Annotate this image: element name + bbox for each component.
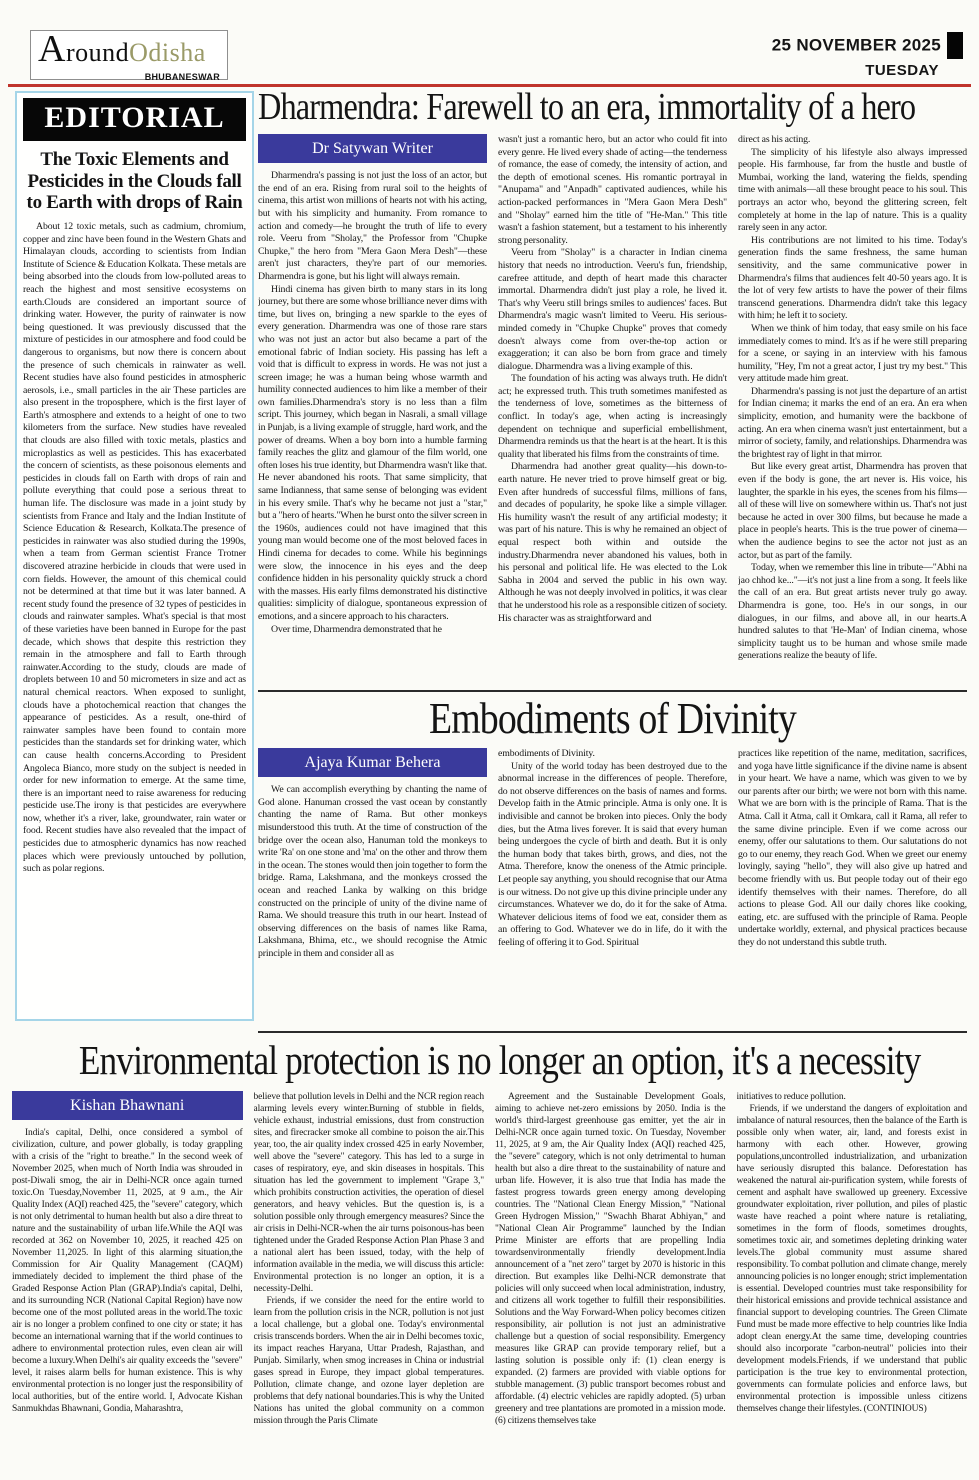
dharmendra-column-3 bbox=[738, 134, 967, 686]
paragraph: Dharmendra's passing is not just the loss of an actor, but the end of an era. Rising from rural soil to the heights of cinema, this artist won millions of hearts not with his acting, but with his simplicity and humanity. From romance to action and comedy—he brought the truth of life to every role. Veeru from "Sholay," the Professor from "Chupke Chupke," the hero from "Mera Gaon Mera Desh"—these aren't just characters, they're part of our memories. Dharmendra is gone, but his light will always remain. bbox=[258, 170, 487, 282]
issue-date: 25 NOVEMBER 2025 bbox=[771, 35, 941, 55]
paragraph: We can accomplish everything by chanting the name of God alone. Hanuman crossed the vast ocean by constantly chanting the name of Rama. But other monkeys misunderstood this truth. At the time of construction of the bridge over the ocean also, Hanuman told the monkeys to write 'Ra' on one stone and 'ma' on the other and throw them in the ocean. The stones would then join together to form the bridge. Rama, Lakshmana, and the monkeys crossed the ocean and reached Lanka by walking on this bridge constructed on the principle of unity of the divine name of Rama. We should treasure this truth in our heart. Instead of observing differences on the basis of names like Rama, Lakshmana, Bhima, etc., we should recognise the Atmic principle in them and consider all as bbox=[258, 784, 487, 959]
editorial-headline: The Toxic Elements and Pesticides in the Clouds fall to Earth with drops of Rain bbox=[26, 149, 243, 214]
environment-headline-text: Environmental protection is no longer an option, it's a necessity bbox=[78, 1037, 921, 1083]
paragraph: India's capital, Delhi, once considered a symbol of civilization, culture, and power globally, is today grappling with a crisis of the "right to breathe." In the second week of November 2025, when much of North India was shrouded in post-Diwali smog, the air in Delhi-NCR once again turned toxic.On Tuesday,November 11, 2025, at 9 a.m., the Air Quality Index (AQI) reached 425, the "severe" category, which is not only detrimental to human health but also a dire threat to nature and the sustainability of urban life.While the AQI was recorded at 362 on November 10, 2025, it reached 425 on November 11,2025. In light of this alarming situation,the Commission for Air Quality Management (CAQM) immediately decided to implement the third phase of the Graded Response Action Plan (GRAP).India's capital, Delhi, and its surrounding NCR (National Capital Region) have now become one of the most polluted areas in the world.The toxic air is no longer a problem confined to one city or state; it has become an international warning that if the world continues to adhere to environmental protection rules, even clean air will become a luxury.When Delhi's air quality exceeds the "severe" level, it raises alarm bells for human existence. This is why environmental protection is no longer just the responsibility of local authorities, but of the entire world. I, Advocate Kishan Sanmukhdas Bhawnani, Gondia, Maharashtra, bbox=[12, 1128, 243, 1415]
article-environment bbox=[12, 1035, 967, 1478]
paragraph: Friends, if we consider the need for the entire world to learn from the pollution crisis in the NCR, pollution is not just a local challenge, but a global one. Today's environmental crisis transcends borders. When the air in Delhi becomes toxic, its impact reaches Haryana, Uttar Pradesh, Rajasthan, and Punjab. Similarly, when smog increases in China or industrial gases spread in Europe, they impact global temperatures. Pollution, climate change, and ozone layer depletion are problems that defy national boundaries.This is why the United Nations has united the global community on a common mission through the Paris Climate bbox=[253, 1296, 484, 1426]
paragraph: The simplicity of his lifestyle also always impressed people. His farmhouse, far from the hustle and bustle of Mumbai, working the land, watering the fields, spending time with animals—all these brought peace to his soul. This portrays an actor who, beyond the glittering screen, felt completely at home in the lap of nature. This is a quality rarely seen in any actor. bbox=[738, 146, 967, 234]
paragraph: But like every great artist, Dharmendra has proven that even if the body is gone, the art never is. His voice, his laughter, the sparkle in his eyes, the scenes from his films—all of these will live on somewhere within us. That's not just because he acted in over 300 films, but because he made a place in people's hearts. This is the true power of cinema—when the audience begins to see the actor not just as an actor, but as part of the family. bbox=[738, 461, 967, 561]
paragraph: believe that pollution levels in Delhi and the NCR region reach alarming levels every winter.Burning of stubble in fields, vehicle exhaust, industrial emissions, dust from construction sites, and firecracker smoke all combine to poison the air.This year, too, the air quality index crossed 425 in early November, well above the "severe" category. This has led to a surge in cases of respiratory, eye, and skin diseases in hospitals. This situation has led the government to implement "Grape 3," which prohibits construction activities, the operation of diesel generators, and heavy vehicles. But the question is, is a solution possible only through emergency measures? Since the air crisis in Delhi-NCR-when the air turns poisonous-has been tightened under the Graded Response Action Plan Phase 3 and a national alert has been issued, today, with the help of information available in the media, we will discuss this article: Environmental protection is no longer an option, it is a necessity-Delhi. bbox=[253, 1092, 484, 1294]
paragraph: When we think of him today, that easy smile on his face immediately comes to mind. It's as if he were still preparing for a scene, or saying in an interview with his famous humility, "Hey, I'm not a great actor, I just try my best." This very attitude made him great. bbox=[738, 322, 967, 385]
masthead bbox=[30, 26, 963, 82]
logo-title bbox=[38, 28, 220, 74]
paragraph: Agreement and the Sustainable Development Goals, aiming to achieve net-zero emissions by 2050. India is the world's third-largest greenhouse gas emitter, yet the air in Delhi-NCR once again turned toxic. On Tuesday, November 11, 2025, at 9 am, the Air Quality Index (AQI) reached 425, the "severe" category, which is not only detrimental to human health but also a dire threat to the sustainability of nature and urban life. However, it is also true that India has made the fastest progress towards green energy among developing countries. The "National Clean Energy Mission," "National Green Hydrogen Mission," "Swachh Bharat Abhiyan," and "National Clean Air Programme" launched by the Indian Prime Minister are efforts that are propelling India towardsenvironmentally friendly development.India announcement of a "net zero" target by 2070 is historic in this direction. But examples like Delhi-NCR demonstrate that policies will only succeed when local administration, industry, and citizens all work together to fulfill their responsibilities. Solutions and the Way Forward-When policy becomes citizen responsibility, air pollution is not just an administrative challenge but a question of social responsibility. Emergency measures like GRAP can provide temporary relief, but a lasting solution is possible only if: (1) clean energy is expanded. (2) farmers are provided with viable options for stubble management. (3) public transport becomes robust and affordable. (4) electric vehicles are rapidly adopted. (5) urban greenery and tree plantations are promoted in a mission mode. (6) citizens themselves take bbox=[495, 1092, 726, 1426]
paragraph: Dharmendra's passing is not just the departure of an artist for Indian cinema; it marks the end of an era. An era when simplicity, emotion, and humanity were the backbone of acting. An era when cinema wasn't just entertainment, but a mirror of society, family, and relationships. Dharmendra was the brightest ray of light in that mirror. bbox=[738, 385, 967, 460]
dharmendra-headline-text: Dharmendra: Farewell to an era, immortality of a hero bbox=[258, 86, 916, 128]
environment-column-2 bbox=[254, 1091, 485, 1474]
paragraph: The foundation of his acting was always truth. He didn't act; he expressed truth. This truth sometimes manifested as the tenderness of love, sometimes as the bitterness of conflict. In today's age, when acting is increasingly dependent on technique and superficial embellishment, Dharmendra reminds us that the heart is at the heart. It is this quality that liberated his films from the constraints of time. bbox=[498, 373, 727, 460]
paragraph: Hindi cinema has given birth to many stars in its long journey, but there are some whose brilliance never dims with time, but lives on, bringing a new sparkle to the eyes of every generation. Dharmendra was one of those rare stars who was not just an actor but also became a part of the emotional fabric of Indian society. His passing has left a void that is difficult to express in words. He was not just a screen image; he was a human being whose warmth and humility connected audiences to him like a member of their own families.Dharmendra's story is no less than a film script. This journey, which began in Nasrali, a small village in Punjab, is a living example of struggle, hard work, and the power of dreams. When a boy born into a humble farming family reaches the glitz and glamour of the film world, one often loses his true identity, but Dharmendra wasn't like that. He never abandoned his roots. That same simplicity, that same Indianness, that same sense of belonging was evident in his every smile. That's why he became not just a "star," but a "hero of hearts."When he burst onto the silver screen in the 1960s, audiences could not have imagined that this young man would become one of the most beloved faces in Hindi cinema for decades to come. While his beginnings were slow, the innocence in his eyes and the deep confidence hidden in his personality quickly struck a chord with the masses. His early films demonstrated his distinctive qualities: simplicity of dialogue, spontaneous expression of emotions, and a sincere approach to his characters. bbox=[258, 283, 487, 622]
divinity-column-2 bbox=[498, 748, 727, 1025]
environment-column-3 bbox=[495, 1091, 726, 1474]
paragraph: embodiments of Divinity. bbox=[498, 748, 595, 759]
logo-around-text: Around bbox=[38, 28, 130, 70]
divinity-column-3 bbox=[738, 748, 967, 1025]
environment-column-1-body bbox=[12, 1127, 243, 1415]
paragraph: direct as his acting. bbox=[738, 134, 811, 145]
paragraph: Today, when we remember this line in tribute—"Abhi na jao chhod ke..."—it's not just a line from a song. It feels like the call of an era. But great artists never truly go away. Dharmendra is gone, too. He's in our songs, in our dialogues, in our films, and above all, in our hearts.A hundred salutes to that 'He-Man' of Indian cinema, whose simplicity taught us to be human and whose smile made generations realize the beauty of life. bbox=[738, 562, 967, 662]
paragraph: practices like repetition of the name, meditation, sacrifices, and yoga have little significance if the divine name is absent in your heart. We have a name, which was given to we by our parents after our birth; we were not born with this name. What we are born with is the principle of Rama. That is the Atma. Call it Atma, call it Omkara, call it Rama, all refer to the same divine principle. Even if we come across our enemy, offer our salutations to them. Our salutations do not go to our enemy, they reach God. When we greet our enemy lovingly, saying "hello", they will also give up hatred and become friendly with us. But people today out of their ego identify themselves with their names. Therefore, do all actions to please God. All our daily chores like cooking, eating, etc. are suffused with the principle of Rama. People undertake worldly, external, and physical practices because they do not understand this subtle truth. bbox=[738, 748, 967, 948]
paragraph: Friends, if we understand the dangers of exploitation and imbalance of natural resources, then the balance of the Earth is possible only when water, air, land, and forests exist in harmony with each other. However, growing populations,uncontrolled industrialization, and urbanization have seriously disrupted this balance. Deforestation has weakened the natural air-purification system, while forests of cement and asphalt have swallowed up greenery. Excessive groundwater exploitation, river pollution, and piles of plastic waste have reached a point where nature is retaliating, sometimes in the form of floods, sometimes droughts, sometimes toxic air, and sometimes depleting drinking water levels.The global community must assume shared responsibility. To combat pollution and climate change, merely announcing policies is no longer enough; strict implementation is essential. Developed countries must take responsibility for their historical emissions and provide technical assistance and financial support to developing countries. The Green Climate Fund must be made more effective to help countries like India adopt clean energy.At the same time, developing countries should also incorporate "carbon-neutral" policies into their development models.Friends, if we understand that public participation is the true key to environmental protection, governments can formulate policies and enforce laws, but environmental protection is impossible unless citizens themselves change their lifestyles. (CONTINIOUS) bbox=[736, 1104, 967, 1414]
issue-date-row bbox=[772, 32, 963, 59]
article-dharmendra bbox=[258, 86, 967, 688]
dharmendra-column-2 bbox=[498, 134, 727, 686]
section-divider-rule bbox=[258, 1031, 967, 1033]
environment-column-4 bbox=[737, 1091, 968, 1474]
paragraph: His contributions are not limited to his time. Today's generation finds the same freshness, the same human sensitivity, and the same communicative power in Dharmendra's films that audiences felt 40-50 years ago. It is the lot of very few artists to have the power of their films transcend generations. Dharmendra didn't take this legacy with him; he left it to society. bbox=[738, 234, 967, 322]
editorial-body bbox=[23, 221, 246, 876]
environment-column-1 bbox=[12, 1091, 243, 1474]
dateline bbox=[772, 32, 963, 79]
paragraph: About 12 toxic metals, such as cadmium, chromium, copper and zinc have been found in the Western Ghats and Himalayan clouds, according to scientists from Indian Institute of Science & Education Kolkata. These metals are being absorbed into the clouds from low-polluted areas to reach the highest and most sensitive ecosystems on earth.Clouds are considered an important source of drinking water. However, the purity of rainwater is now being questioned. It was previously discussed that the mixture of pesticides in our atmosphere and food could be dangerous to organisms, but now there is concern about the presence of such chemicals in rainwater as well. Recent studies have also found pesticides in atmospheric aerosols, i.e., small particles in the air These particles are also present in the troposphere, which is the first layer of Earth's atmosphere and extends to a height of one to two kilometers from the surface. New studies have revealed that clouds are also filled with toxic metals, plastics and microplastics as well as pesticides. This has exacerbated the concern of scientists, as these poisonous elements and pesticides in clouds fall on Earth with drops of rain and pollute everything that could pose a serious threat to human life. The disclosure was made in a joint study by scientists from France and Italy and the Indian Institute of Science Education & Research, Kolkata.The presence of pesticides in rainwater was also studied during the 1990s, when a team from German scientist France Trotner discovered atrazine herbicide in clouds that were used in corn fields. However, the amount of this chemical could not be determined at that time but it was later banned. A recent study found the presence of 32 types of pesticides in clouds and rainwater samples. What's special is that most of these varieties have been banned in Europe for the past decade, which shows that despite this restriction they remain in the atmosphere and fall to Earth through rainwater.According to the study, clouds are made of droplets between 10 and 50 micrometers in size and act as natural chemical reactors. When exposed to sunlight, clouds have a photochemical reaction that changes the appearance of pesticides. As a result, one-third of rainwater samples have been found to contain more pesticides than the standards set for drinking water, which can cause health concerns.According to President Angoleca Bianco, more study on the subject is needed in order for new information to emerge. At the same time, there is an important need to raise awareness for reducing pesticide use.The irony is that pesticides are everywhere now, whether it's a river, lake, groundwater, rain water or food. Recent studies have also revealed that the impact of pesticides due to atmospheric dynamics has now reached places which were previously untouched by pollution, such as polar regions. bbox=[23, 220, 246, 875]
divinity-column-1-body bbox=[258, 784, 487, 960]
logo-odisha-text: Odisha bbox=[129, 38, 206, 67]
dharmendra-column-1-body bbox=[258, 170, 487, 636]
divinity-columns bbox=[258, 748, 967, 1025]
divinity-column-1 bbox=[258, 748, 487, 1025]
dharmendra-columns bbox=[258, 134, 967, 686]
byline-environment-author: Kishan Bhawnani bbox=[12, 1091, 243, 1120]
article-divinity bbox=[258, 694, 967, 1029]
dharmendra-column-1 bbox=[258, 134, 487, 686]
byline-dharmendra-author: Dr Satywan Writer bbox=[258, 134, 487, 163]
paragraph: Veeru from "Sholay" is a character in Indian cinema history that needs no introduction. Veeru's fun, friendship, carefree attitude, and depth of heart made this character immortal. Dharmendra didn't just play a role, he lived it. That's why Veeru still brings smiles to audiences' faces. But Dharmendra's magic wasn't limited to Veeru. His serious-minded comedy in "Chupke Chupke" proves that comedy doesn't always come from over-the-top action or exaggeration; it can also be born from grace and timely dialogue. Dharmendra was a living example of this. bbox=[498, 247, 727, 372]
paragraph: Unity of the world today has been destroyed due to the abnormal increase in the differences of people. Therefore, do not observe differences on the basis of names and forms. Develop faith in the Atmic principle. Atma is only one. It is indivisible and cannot be broken into pieces. Only the body dies, but the Atma lives forever. It is said that every human being undergoes the cycle of birth and death. But it is only the human body that takes birth, grows, and dies, not the Atma. Therefore, know the oneness of the Atmic principle. Let people say anything, you should recognise that our Atma is our witness. Do not give up this divine principle under any circumstances. Whatever we do, do it for the sake of Atma. Whatever delicious items of food we eat, consider them as an offering to God. Whatever we do in life, do it with the feeling of offering it to God. Spiritual bbox=[498, 760, 727, 948]
editorial-section-label: EDITORIAL bbox=[23, 98, 246, 141]
paragraph: Over time, Dharmendra demonstrated that he bbox=[271, 623, 442, 635]
paragraph: Dharmendra had another great quality—his down-to-earth nature. He never tried to prove himself great or big. Even after hundreds of successful films, millions of fans, and decades of popularity, he spoke like a simple villager. His humility wasn't the result of any artificial modesty; it was part of his nature. This is why he remained an object of equal respect both within and outside the industry.Dharmendra never abandoned his values, both in his personal and political life. He was elected to the Lok Sabha in 2004 and served the public in his own way. Although he was not deeply involved in politics, it was clear that he understood his role as a responsible citizen of society. His character was as straightforward and bbox=[498, 461, 727, 624]
divinity-headline-text: Embodiments of Divinity bbox=[428, 694, 797, 743]
issue-day: TUESDAY bbox=[865, 62, 939, 79]
environment-columns bbox=[12, 1091, 967, 1474]
date-black-box bbox=[947, 32, 963, 59]
section-divider-rule bbox=[258, 690, 967, 692]
byline-divinity-author: Ajaya Kumar Behera bbox=[258, 748, 487, 777]
dharmendra-headline bbox=[258, 86, 967, 128]
paragraph: initiatives to reduce pollution. bbox=[736, 1092, 846, 1102]
logo-city: BHUBANESWAR bbox=[144, 72, 220, 82]
divinity-headline bbox=[258, 694, 967, 744]
editorial-box bbox=[15, 91, 254, 1021]
paragraph: wasn't just a romantic hero, but an actor who could fit into every genre. He lived every shade of acting—the tenderness of romance, the ease of comedy, the intensity of action, and the depth of emotional scenes. His romantic portrayal in "Anupama" and "Anpadh" captivated audiences, while his action-packed performances in "Mera Gaon Mera Desh" and "Sholay" earned him the title of "He-Man." This title wasn't a fashion statement, but a testament to his inherently strong personality. bbox=[498, 134, 727, 246]
newspaper-logo bbox=[30, 30, 228, 80]
environment-headline bbox=[12, 1035, 967, 1085]
